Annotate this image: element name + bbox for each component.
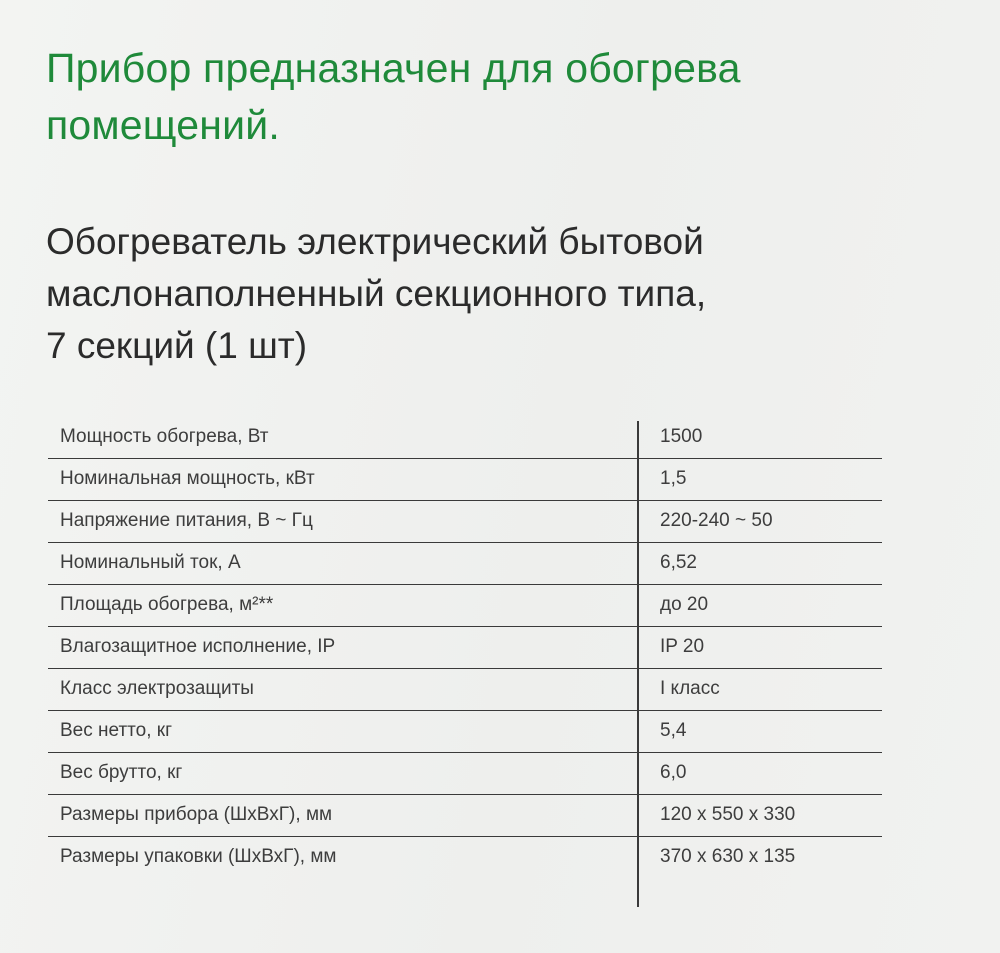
spec-row-heating-power (48, 417, 882, 459)
product-title-line-2: маслонаполненный секционного типа, (46, 273, 707, 314)
purpose-heading-line-1: Прибор предназначен для обогрева (46, 45, 741, 91)
spec-value: 1500 (660, 426, 703, 447)
spec-value: 120 x 550 x 330 (660, 804, 796, 825)
spec-value: I класс (660, 678, 720, 699)
spec-value: 6,52 (660, 552, 697, 573)
spec-row-package-dimensions (48, 837, 882, 879)
spec-value: 1,5 (660, 468, 687, 489)
spec-row-net-weight (48, 711, 882, 753)
spec-value: 6,0 (660, 762, 687, 783)
purpose-heading (46, 40, 946, 154)
spec-value: 220-240 ~ 50 (660, 510, 773, 531)
spec-row-nominal-current (48, 543, 882, 585)
purpose-heading-line-2: помещений. (46, 102, 280, 148)
spec-row-ip-rating (48, 627, 882, 669)
spec-row-nominal-power (48, 459, 882, 501)
spec-table (48, 417, 882, 879)
spec-label: Номинальный ток, А (60, 552, 241, 573)
spec-label: Влагозащитное исполнение, IP (60, 636, 336, 657)
product-title-line-3: 7 секций (1 шт) (46, 325, 308, 366)
spec-label: Класс электрозащиты (60, 678, 254, 699)
spec-row-gross-weight (48, 753, 882, 795)
spec-row-heating-area (48, 585, 882, 627)
spec-label: Мощность обогрева, Вт (60, 426, 269, 447)
spec-value: 370 x 630 x 135 (660, 846, 796, 867)
spec-label: Размеры прибора (ШхВхГ), мм (60, 804, 333, 825)
spec-value: 5,4 (660, 720, 687, 741)
spec-value: IP 20 (660, 636, 705, 657)
spec-row-device-dimensions (48, 795, 882, 837)
spec-label: Площадь обогрева, м²** (60, 594, 274, 615)
spec-label: Вес нетто, кг (60, 720, 173, 741)
product-title-line-1: Обогреватель электрический бытовой (46, 221, 704, 262)
spec-label: Напряжение питания, В ~ Гц (60, 510, 313, 531)
spec-row-voltage (48, 501, 882, 543)
spec-value: до 20 (660, 594, 709, 615)
spec-label: Номинальная мощность, кВт (60, 468, 315, 489)
spec-row-protection-class (48, 669, 882, 711)
spec-label: Размеры упаковки (ШхВхГ), мм (60, 846, 337, 867)
spec-label: Вес брутто, кг (60, 762, 183, 783)
product-title (46, 216, 946, 372)
